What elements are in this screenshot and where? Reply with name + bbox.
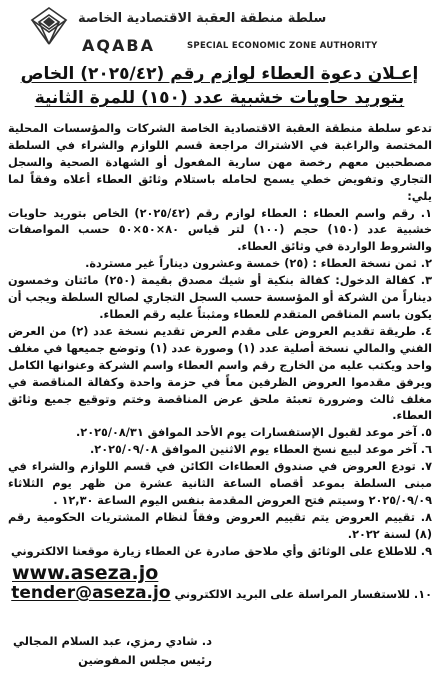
announcement-body — [8, 121, 432, 603]
item-3: ٣. كفالة الدخول: كفالة بنكية أو شيك مصدق بقيمة (٢٥٠) مائتان وخمسون ديناراً من الشركة أو المؤسسة حسب السجل التجاري لصالح السلطة ويجب أن يكون باسم المناقص المتقدم للعطاء ومثبتاً عليه رقم العطاء. — [8, 274, 432, 321]
org-wordmark: AQABA — [82, 36, 155, 55]
item-10 — [8, 582, 432, 604]
signature-block — [12, 632, 212, 670]
title-line-1: إعـلان دعوة العطاء لوازم رقم (٢٠٢٥/٤٢) الخاص — [20, 64, 419, 84]
org-subtitle-english: SPECIAL ECONOMIC ZONE AUTHORITY — [187, 41, 378, 51]
website-link[interactable]: www.aseza.jo — [12, 561, 159, 584]
aseza-logo-icon — [22, 6, 76, 50]
email-link[interactable]: tender@aseza.jo — [11, 582, 171, 603]
title-line-2: بتوريد حاويات خشبية عدد (١٥٠) للمرة الثانية — [34, 88, 405, 108]
item-10-text: ١٠. للاستفسار المراسلة على البريد الالكتروني — [174, 587, 432, 601]
item-7: ٧. تودع العروض في صندوق العطاءات الكائن في قسم اللوازم والشراء في مبنى السلطة بموعد أقصاه الساعة الثانية عشرة من ظهر يوم الثلاثاء ٢٠٢٥/٠٩/٠٩ وسيتم فتح العروض المقدمة بنفس اليوم الساعة ١٢,٣٠ . — [8, 460, 432, 507]
announcement-title — [10, 62, 429, 110]
item-4: ٤. طريقة تقديم العروض على مقدم العرض تقديم نسخة عدد (٢) من العرض الفني والمالي نسخة أصلية عدد (١) وصورة عدد (١) وتوضع جميعها في مغلف واحد ويكتب عليه من الخارج رقم واسم العطاء واسم الشركة وعنوانها الكامل ويرفق مقدموا العروض الظرفين معاً في حزمة واحدة وكفالة المناقصة في مغلف ثالث وضرورة تعبئة ملحق عرض المناقصة وختم وتوقيع جميع وثائق العطاء. — [8, 324, 433, 423]
org-name-arabic: سلطة منطقة العقبة الاقتصادية الخاصة — [78, 11, 327, 26]
header — [22, 6, 432, 56]
item-6: ٦. آخر موعد لبيع نسخ العطاء يوم الاثنين الموافق ٢٠٢٥/٠٩/٠٨. — [90, 443, 432, 457]
item-9: ٩. للاطلاع على الوثائق وأي ملاحق صادرة عن العطاء زيارة موقعنا الالكتروني — [10, 544, 432, 558]
intro-paragraph: تدعو سلطة منطقة العقبة الاقتصادية الخاصة الشركات والمؤسسات المحلية المختصة والراغبة في الاشتراك مراجعة قسم اللوازم والشراء في السلطة مصطحبين معهم رخصة مهن سارية المفعول أو الشهادة الصحية والسجل التجاري وتفويض خطي يسمح لحامله باستلام وثائق العطاء أعلاه وفقاً لما يلي: — [8, 122, 432, 203]
signatory-position: رئيس مجلس المفوضين — [78, 653, 212, 667]
item-8: ٨. تقييم العروض يتم تقييم العروض وفقاً لنظام المشتريات الحكومية رقم (٨) لسنة ٢٠٢٢. — [8, 510, 432, 541]
item-2: ٢. ثمن نسخة العطاء : (٢٥) خمسة وعشرون ديناراً غير مستردة. — [85, 257, 432, 271]
signatory-name: د. شادي رمزي، عبد السلام المجالي — [12, 634, 212, 648]
item-5: ٥. آخر موعد لقبول الإستفسارات يوم الأحد الموافق ٢٠٢٥/٠٨/٣١. — [76, 426, 432, 440]
item-1: ١. رقم واسم العطاء : العطاء لوازم رقم (٢٠٢٥/٤٢) الخاص بتوريد حاويات خشبية عدد (١٥٠) حجم (١٠٠) لتر قياس ٨٠×٥٠×٥٠ حسب المواصفات والشروط الواردة في وثائق العطاء. — [8, 206, 432, 254]
